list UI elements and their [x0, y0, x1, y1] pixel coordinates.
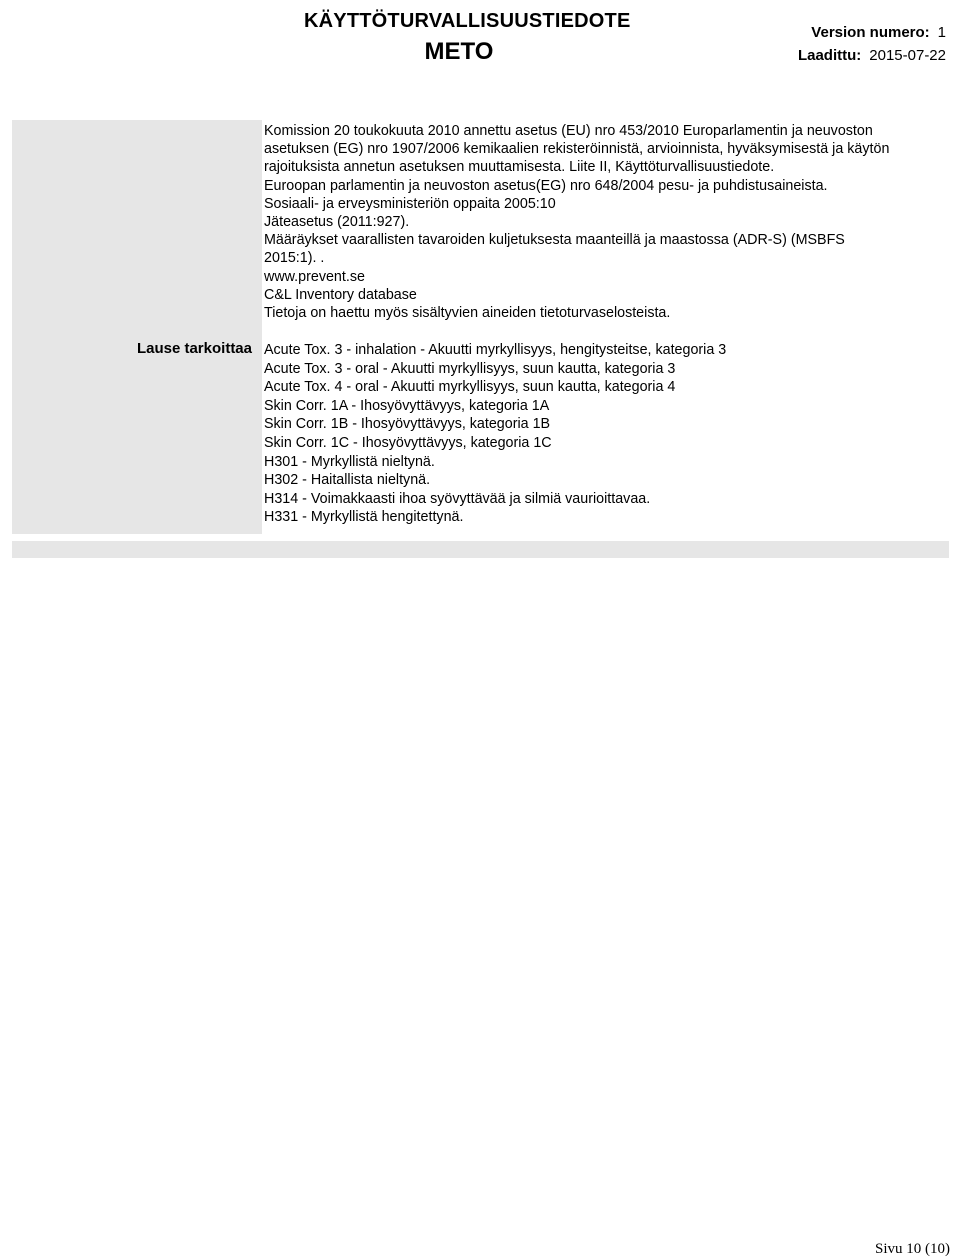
source-line: Määräykset vaarallisten tavaroiden kuljetuksesta maanteillä ja maastossa (ADR-S) (MSBFS	[264, 232, 845, 249]
version-label: Version numero:	[811, 24, 930, 41]
phrase-item: Skin Corr. 1C - Ihosyövyttävyys, kategoria 1C	[264, 434, 552, 451]
page-number: Sivu 10 (10)	[875, 1241, 950, 1257]
date-row	[798, 46, 946, 66]
version-value: 1	[937, 24, 946, 41]
source-line: C&L Inventory database	[264, 286, 417, 303]
phrase-item: H301 - Myrkyllistä nieltynä.	[264, 453, 435, 470]
phrases-section-label: Lause tarkoittaa	[136, 340, 252, 357]
source-line: Komission 20 toukokuuta 2010 annettu asetus (EU) nro 453/2010 Europarlamentin ja neuvoston	[264, 123, 873, 139]
phrases-list	[264, 341, 944, 527]
source-line: Euroopan parlamentin ja neuvoston asetus(EG) nro 648/2004 pesu- ja puhdistusaineista.	[264, 177, 828, 194]
source-line: 2015:1). .	[264, 250, 325, 267]
source-line: Tietoja on haettu myös sisältyvien aineiden tietoturvaselosteista.	[264, 305, 671, 322]
phrase-item: H302 - Haitallista nieltynä.	[264, 472, 431, 489]
source-line: www.prevent.se	[264, 268, 365, 285]
phrase-item: Acute Tox. 3 - inhalation - Akuutti myrkyllisyys, hengitysteitse, kategoria 3	[264, 342, 727, 358]
source-line: Sosiaali- ja erveysministeriön oppaita 2005:10	[264, 195, 556, 212]
phrase-item: H331 - Myrkyllistä hengitettynä.	[264, 509, 464, 526]
date-value: 2015-07-22	[869, 47, 946, 64]
date-label: Laadittu:	[797, 47, 862, 64]
label-column-background	[12, 120, 262, 534]
document-title: KÄYTTÖTURVALLISUUSTIEDOTE	[304, 10, 631, 32]
sources-list	[264, 122, 944, 322]
phrase-item: Skin Corr. 1B - Ihosyövyttävyys, kategoria 1B	[264, 416, 551, 433]
product-name: METO	[424, 38, 494, 65]
source-line: rajoituksista annetun asetuksen muuttamisesta. Liite II, Käyttöturvallisuustiedote.	[264, 159, 775, 176]
phrase-item: Acute Tox. 4 - oral - Akuutti myrkyllisyys, suun kautta, kategoria 4	[264, 379, 676, 396]
source-line: asetuksen (EG) nro 1907/2006 kemikaalien rekisteröinnistä, arvioinnista, hyväksymisestä ja käytön	[264, 141, 890, 158]
phrase-item: Skin Corr. 1A - Ihosyövyttävyys, kategoria 1A	[264, 397, 550, 414]
phrase-item: Acute Tox. 3 - oral - Akuutti myrkyllisyys, suun kautta, kategoria 3	[264, 360, 676, 377]
source-line: Jäteasetus (2011:927).	[264, 214, 410, 231]
section-divider-bar	[12, 541, 949, 558]
version-row	[811, 23, 946, 43]
phrase-item: H314 - Voimakkaasti ihoa syövyttävää ja silmiä vaurioittavaa.	[264, 490, 651, 507]
